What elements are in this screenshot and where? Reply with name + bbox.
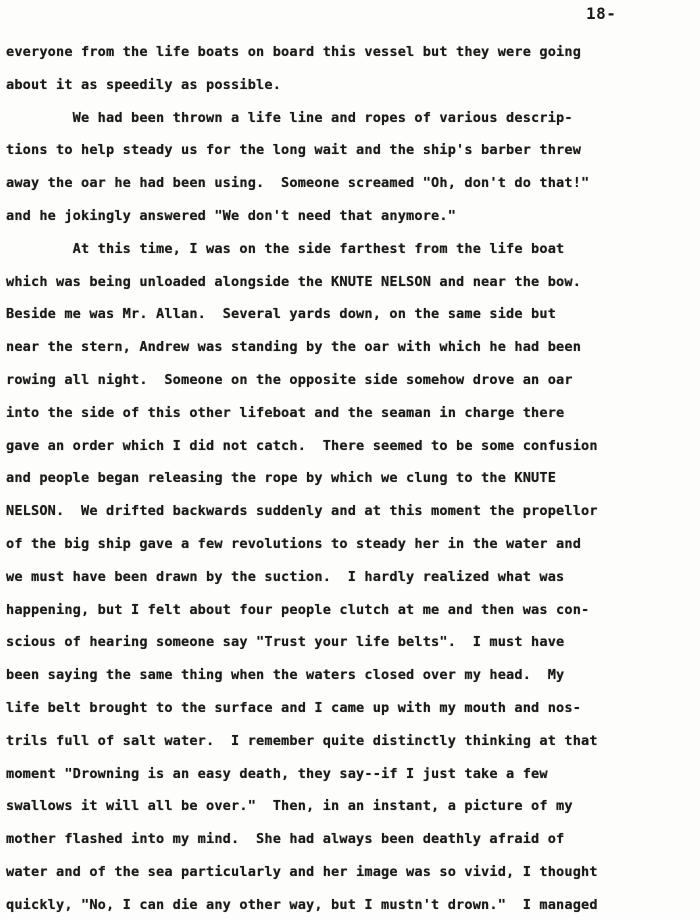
text-line: swallows it will all be over." Then, in an instant, a picture of my xyxy=(6,798,573,815)
text-line: of the big ship gave a few revolutions to steady her in the water and xyxy=(6,535,582,552)
text-line: We had been thrown a life line and ropes of various descrip- xyxy=(6,109,573,126)
text-line: scious of hearing someone say "Trust your life belts". I must have xyxy=(6,634,565,651)
text-line: happening, but I felt about four people clutch at me and then was con- xyxy=(6,601,590,618)
text-line: we must have been drawn by the suction. I hardly realized what was xyxy=(6,568,565,585)
text-line: mother flashed into my mind. She had always been deathly afraid of xyxy=(6,831,565,848)
body-text xyxy=(6,36,696,922)
text-line: Beside me was Mr. Allan. Several yards down, on the same side but xyxy=(6,306,557,323)
text-line: NELSON. We drifted backwards suddenly and at this moment the propellor xyxy=(6,503,598,520)
text-line: trils full of salt water. I remember quite distinctly thinking at that xyxy=(6,732,598,749)
text-line: life belt brought to the surface and I came up with my mouth and nos- xyxy=(6,699,582,716)
text-line: rowing all night. Someone on the opposite side somehow drove an oar xyxy=(6,371,573,388)
text-line: At this time, I was on the side farthest from the life boat xyxy=(6,240,565,257)
page-number: 18- xyxy=(586,4,617,23)
text-line: gave an order which I did not catch. There seemed to be some confusion xyxy=(6,437,598,454)
text-line: quickly, "No, I can die any other way, but I mustn't drown." I managed xyxy=(6,896,598,913)
text-line: about it as speedily as possible. xyxy=(6,76,282,93)
text-line: and he jokingly answered "We don't need that anymore." xyxy=(6,207,457,224)
text-line: water and of the sea particularly and her image was so vivid, I thought xyxy=(6,863,598,880)
text-line: near the stern, Andrew was standing by the oar with which he had been xyxy=(6,339,582,356)
text-line: been saying the same thing when the waters closed over my head. My xyxy=(6,667,565,684)
text-line: and people began releasing the rope by which we clung to the KNUTE xyxy=(6,470,557,487)
text-line: which was being unloaded alongside the KNUTE NELSON and near the bow. xyxy=(6,273,582,290)
text-line: away the oar he had been using. Someone screamed "Oh, don't do that!" xyxy=(6,175,590,192)
text-line: moment "Drowning is an easy death, they say--if I just take a few xyxy=(6,765,548,782)
text-line: everyone from the life boats on board this vessel but they were going xyxy=(6,44,582,60)
text-line: tions to help steady us for the long wait and the ship's barber threw xyxy=(6,142,582,159)
text-line: into the side of this other lifeboat and the seaman in charge there xyxy=(6,404,565,421)
